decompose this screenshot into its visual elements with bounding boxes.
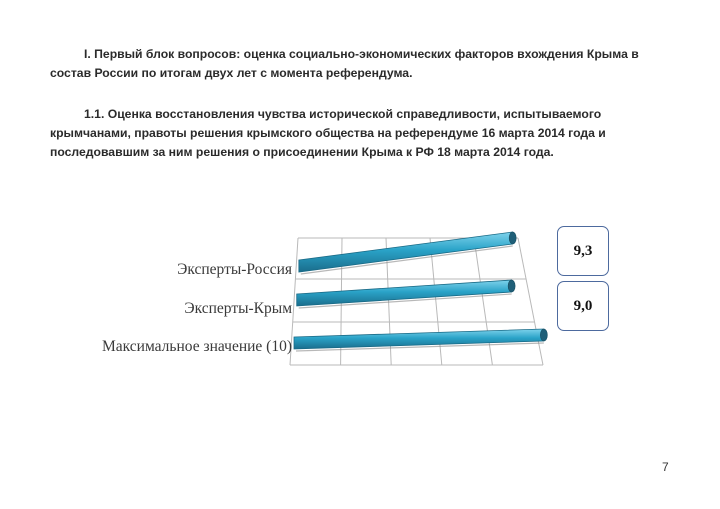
bar-end-cap: [508, 280, 515, 292]
category-label-russia: Эксперты-Россия: [177, 261, 292, 278]
value-box-russia: 9,3: [557, 226, 609, 276]
bar-2: [297, 280, 512, 306]
section-subheading: 1.1. Оценка восстановления чувства исторической справедливости, испытываемого крымчанами, правоты решения крымского общества на референдуме 16 марта 2014 года и последовавшим за ним решения о присоединении Крыма к РФ 18 марта 2014 года.: [50, 107, 606, 159]
gridline-vertical: [518, 238, 543, 365]
gridline-vertical: [474, 238, 492, 365]
bar-3: [294, 329, 544, 349]
category-label-crimea: Эксперты-Крым: [184, 300, 292, 317]
section-heading: I. Первый блок вопросов: оценка социально-экономических факторов вхождения Крыма в состав России по итогам двух лет с момента референдума.: [50, 47, 639, 80]
value-box-crimea: 9,0: [557, 281, 609, 331]
page-number: 7: [662, 460, 669, 474]
category-label-max: Максимальное значение (10): [101, 338, 292, 355]
bar-end-cap: [509, 232, 516, 244]
chart-bars: [294, 232, 547, 351]
bar-end-cap: [540, 329, 547, 341]
